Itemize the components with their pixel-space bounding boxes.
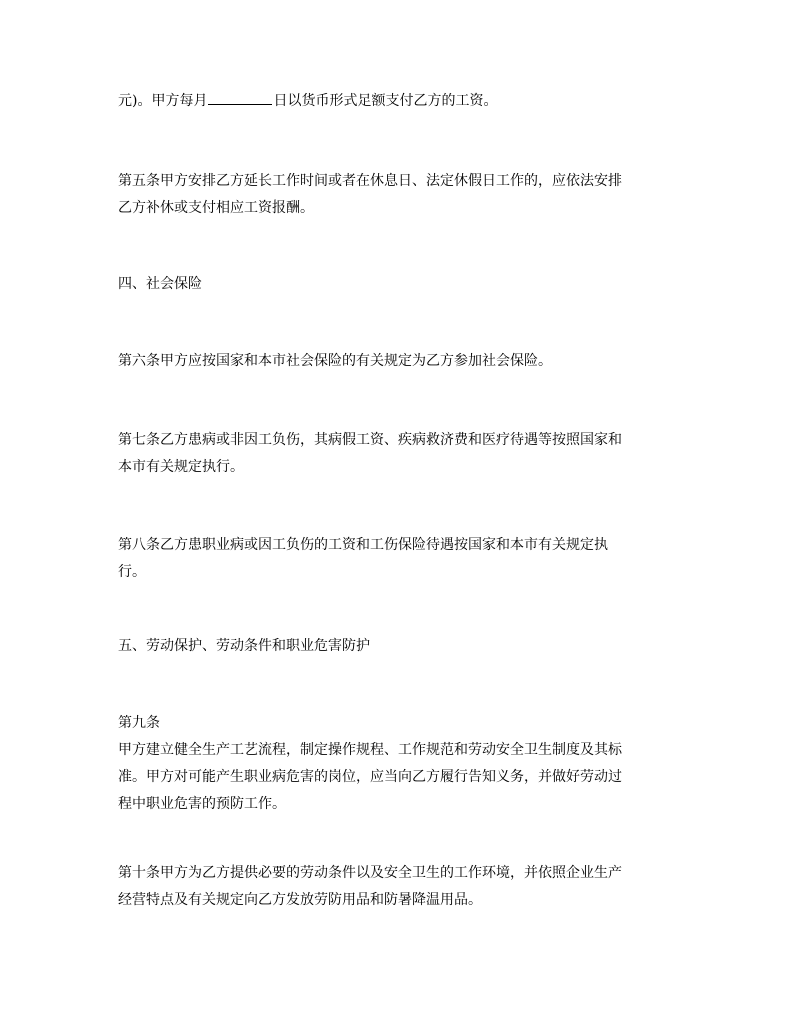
article-8-line-2: 行。 xyxy=(118,564,146,580)
article-8-paragraph xyxy=(118,532,688,586)
salary-text-before-blank: 元)。甲方每月 xyxy=(118,93,208,109)
pay-day-blank xyxy=(208,90,272,105)
article-8-line-1: 第八条乙方患职业病或因工负伤的工资和工伤保险待遇按国家和本市有关规定执 xyxy=(118,537,608,553)
article-6-paragraph xyxy=(118,348,688,375)
article-9-line-1: 甲方建立健全生产工艺流程，制定操作规程、工作规范和劳动安全卫生制度及其标 xyxy=(118,742,622,758)
article-7-paragraph xyxy=(118,427,688,481)
article-10-paragraph xyxy=(118,860,688,914)
salary-text-after-blank: 日以货币形式足额支付乙方的工资。 xyxy=(273,93,498,109)
article-10-line-2: 经营特点及有关规定向乙方发放劳防用品和防暑降温用品。 xyxy=(118,892,482,908)
salary-payment-paragraph xyxy=(118,88,688,115)
section-5-heading xyxy=(118,633,688,660)
article-7-line-2: 本市有关规定执行。 xyxy=(118,459,244,475)
article-9-line-2: 准。甲方对可能产生职业病危害的岗位，应当向乙方履行告知义务，并做好劳动过 xyxy=(118,769,622,785)
article-7-line-1: 第七条乙方患病或非因工负伤，其病假工资、疾病救济费和医疗待遇等按照国家和 xyxy=(118,432,622,448)
article-5-line-1: 第五条甲方安排乙方延长工作时间或者在休息日、法定休假日工作的，应依法安排 xyxy=(118,173,622,189)
section-4-heading-text: 四、社会保险 xyxy=(118,276,202,292)
article-5-line-2: 乙方补休或支付相应工资报酬。 xyxy=(118,200,314,216)
article-10-line-1: 第十条甲方为乙方提供必要的劳动条件以及安全卫生的工作环境，并依照企业生产 xyxy=(118,865,622,881)
section-5-heading-text: 五、劳动保护、劳动条件和职业危害防护 xyxy=(118,638,370,654)
article-9-line-3: 程中职业危害的预防工作。 xyxy=(118,796,286,812)
salary-line xyxy=(118,88,688,115)
article-6-line-1: 第六条甲方应按国家和本市社会保险的有关规定为乙方参加社会保险。 xyxy=(118,353,552,369)
article-9-paragraph xyxy=(118,710,688,818)
article-9-title: 第九条 xyxy=(118,715,160,731)
section-4-heading xyxy=(118,271,688,298)
article-5-paragraph xyxy=(118,168,688,222)
